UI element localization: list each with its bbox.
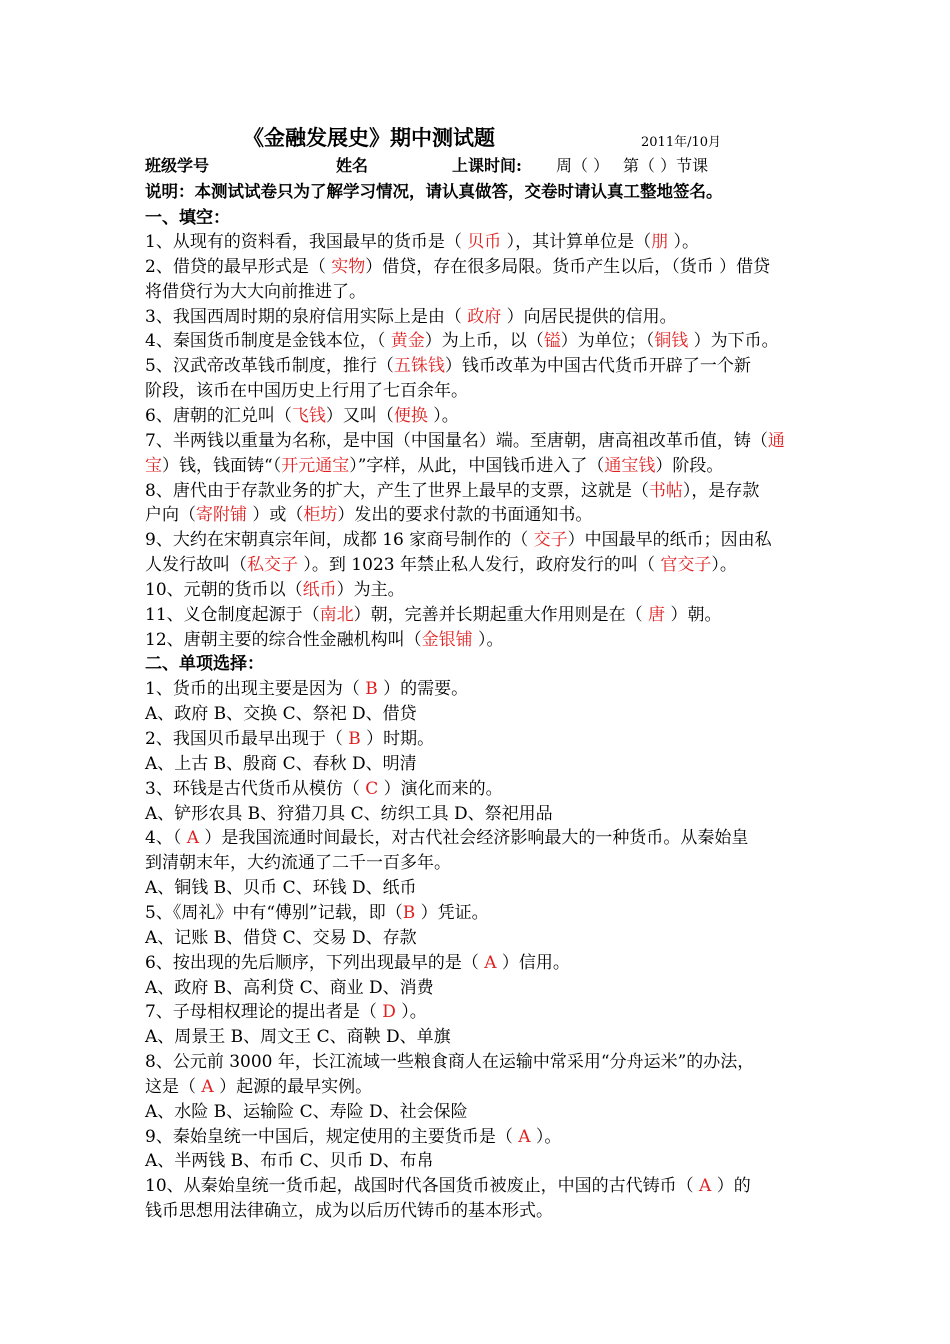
text-line xyxy=(145,699,417,724)
line-text: A、政府 B、交换 C、祭祀 D、借贷 xyxy=(145,704,417,725)
text-line xyxy=(145,724,434,749)
line-text: 将借贷行为大大向前推进了。 xyxy=(145,281,366,302)
line-text: 这是（ xyxy=(145,1076,202,1097)
text-line xyxy=(145,476,759,501)
answer-text: 通 xyxy=(767,430,785,451)
line-text: ）借贷，存在很多局限。货币产生以后，（货币 ）借贷 xyxy=(365,256,771,277)
line-text: 10、从秦始皇统一货币起，战国时代各国货币被废止，中国的古代铸币（ xyxy=(145,1176,700,1197)
text-line xyxy=(145,774,503,799)
text-line xyxy=(145,326,779,351)
answer-text: 书帖 xyxy=(648,480,683,501)
answer-text: 纸币 xyxy=(302,579,337,600)
line-text: ）。 xyxy=(395,1002,427,1023)
answer-text: 金银铺 xyxy=(421,629,473,650)
class-label: 班级学号 xyxy=(145,156,210,175)
line-text: ）。 xyxy=(472,629,504,650)
text-line xyxy=(145,674,468,699)
name-label: 姓名 xyxy=(336,156,369,175)
answer-text: 实物 xyxy=(331,256,366,277)
text-line xyxy=(145,923,417,948)
text-line xyxy=(145,997,427,1022)
line-text: ）阶段。 xyxy=(655,455,724,476)
line-text: ）。 xyxy=(530,1126,562,1147)
answer-text: A xyxy=(484,952,497,973)
text-line xyxy=(145,1022,451,1047)
line-text: ）。 xyxy=(427,405,459,426)
line-text: ）朝，完善并长期起重大作用则是在（ xyxy=(353,604,649,625)
section-field: 第（ ）节课 xyxy=(623,156,709,175)
line-text: ）。到 1023 年禁止私人发行，政府发行的叫（ xyxy=(298,555,661,576)
line-text: 钱币思想用法律确立，成为以后历代铸币的基本形式。 xyxy=(145,1201,553,1222)
line-text: 12、唐朝主要的综合性金融机构叫（ xyxy=(145,629,422,650)
line-text: ）中国最早的纸币；因由私 xyxy=(567,530,772,551)
answer-text: A xyxy=(518,1126,531,1147)
text-line xyxy=(145,948,570,973)
answer-text: 唐 xyxy=(648,604,666,625)
line-text: 8、公元前 3000 年，长江流域一些粮食商人在运输中常采用“分舟运米”的办法， xyxy=(145,1052,755,1073)
line-text: A、记账 B、借贷 C、交易 D、存款 xyxy=(145,927,417,948)
line-text: 2、借贷的最早形式是（ xyxy=(145,256,332,277)
line-text: 1、货币的出现主要是因为（ xyxy=(145,679,366,700)
answer-text: A xyxy=(201,1076,214,1097)
line-text: 8、唐代由于存款业务的扩大，产生了世界上最早的支票，这就是（ xyxy=(145,480,649,501)
line-text: ）是我国流通时间最长，对古代社会经济影响最大的一种货币。从秦始皇 xyxy=(199,828,749,849)
line-text: 10、元朝的货币以（ xyxy=(145,579,303,600)
text-line xyxy=(145,1072,372,1097)
text-line xyxy=(145,873,417,898)
answer-text: 南北 xyxy=(319,604,354,625)
text-line xyxy=(145,500,592,525)
answer-text: 飞钱 xyxy=(291,405,326,426)
line-text: 3、我国西周时期的泉府信用实际上是由（ xyxy=(145,306,468,327)
line-text: 3、环钱是古代货币从模仿（ xyxy=(145,778,366,799)
section-heading-fill: 一、填空： xyxy=(145,208,230,228)
answer-text: 朋 xyxy=(651,232,669,252)
text-line xyxy=(145,252,770,277)
line-text: ）凭证。 xyxy=(415,902,489,923)
text-line xyxy=(145,376,468,401)
answer-text: 交子 xyxy=(533,530,568,551)
answer-text: 开元通宝 xyxy=(281,455,350,476)
text-line xyxy=(145,277,366,302)
text-line xyxy=(145,848,451,873)
text-line xyxy=(145,227,699,252)
line-text: 9、大约在宋朝真宗年间，成都 16 家商号制作的（ xyxy=(145,530,534,551)
line-text: 阶段，该币在中国历史上行用了七百余年。 xyxy=(145,381,468,402)
text-line xyxy=(145,1097,468,1122)
answer-text: 贝币 xyxy=(467,232,502,252)
text-line xyxy=(145,749,417,774)
text-line xyxy=(145,451,723,476)
text-line xyxy=(145,401,459,426)
line-text: 5、《周礼》中有“傅别”记载，即（ xyxy=(145,902,403,923)
text-line xyxy=(145,302,677,327)
line-text: A、铲形农具 B、狩猎刀具 C、纺织工具 D、祭祀用品 xyxy=(145,803,553,824)
instructions: 说明：本测试试卷只为了解学习情况，请认真做答，交卷时请认真工整地签名。 xyxy=(145,182,723,201)
line-text: ）或（ xyxy=(247,505,304,526)
line-text: 7、半两钱以重量为名称，是中国（中国量名）端。至唐朝，唐高祖改革币值，铸（ xyxy=(145,430,768,451)
line-text: 4、（ xyxy=(145,828,187,849)
answer-text: B xyxy=(365,679,378,700)
line-text: A、水险 B、运输险 C、寿险 D、社会保险 xyxy=(145,1101,468,1122)
text-line xyxy=(145,1171,751,1196)
line-text: ）钱币改革为中国古代货币开辟了一个新 xyxy=(444,356,751,377)
line-text: ）。 xyxy=(711,555,737,576)
answer-text: 宝 xyxy=(145,455,162,476)
text-line xyxy=(145,426,785,451)
answer-text: 私交子 xyxy=(247,555,298,576)
page-title: 《金融发展史》期中测试题 xyxy=(243,125,495,150)
line-text: 二、单项选择： xyxy=(145,654,264,675)
line-text: 7、子母相权理论的提出者是（ xyxy=(145,1002,383,1023)
line-text: ）为单位；（ xyxy=(560,331,655,352)
line-text: ）起源的最早实例。 xyxy=(213,1076,373,1097)
line-text: A、周景王 B、周文王 C、商鞅 D、单旗 xyxy=(145,1027,451,1048)
line-text: 9、秦始皇统一中国后，规定使用的主要货币是（ xyxy=(145,1126,519,1147)
answer-text: D xyxy=(382,1002,396,1023)
answer-text: 五铢钱 xyxy=(393,356,445,377)
answer-text: 黄金 xyxy=(390,331,425,352)
text-line xyxy=(145,351,751,376)
line-text: ）信用。 xyxy=(496,952,570,973)
text-line xyxy=(145,1146,434,1171)
line-text: ）的 xyxy=(711,1176,751,1197)
answer-text: A xyxy=(186,828,200,849)
line-text: 5、汉武帝改革钱币制度，推行（ xyxy=(145,356,394,377)
line-text: 户向（ xyxy=(145,505,196,526)
text-line xyxy=(145,525,772,550)
line-text: ）的需要。 xyxy=(377,679,469,700)
line-text: ）又叫（ xyxy=(325,405,394,426)
time-label: 上课时间: xyxy=(452,156,522,175)
line-text: 11、义仓制度起源于（ xyxy=(145,604,320,625)
answer-text: 政府 xyxy=(467,306,502,327)
line-text: 到清朝末年，大约流通了二千一百多年。 xyxy=(145,853,451,874)
text-line xyxy=(145,898,489,923)
line-text: A、铜钱 B、贝币 C、环钱 D、纸币 xyxy=(145,878,417,899)
line-text: ）为主。 xyxy=(336,579,405,600)
line-text: 2、我国贝币最早出现于（ xyxy=(145,729,349,749)
text-line xyxy=(145,1047,754,1072)
line-text: ）为下币。 xyxy=(688,331,779,352)
week-field: 周（ ） xyxy=(556,156,610,175)
line-text: ）朝。 xyxy=(665,604,722,625)
answer-text: 通宝钱 xyxy=(604,455,656,476)
text-line xyxy=(145,799,553,824)
exam-date: 2011年/10月 xyxy=(641,135,722,150)
line-text: 4、秦国货币制度是金钱本位，（ xyxy=(145,331,391,352)
text-line xyxy=(145,550,737,575)
line-text: 6、按出现的先后顺序，下列出现最早的是（ xyxy=(145,952,485,973)
text-line xyxy=(145,649,264,674)
answer-text: B xyxy=(348,729,361,749)
line-text: ）为上币，以（ xyxy=(424,331,544,352)
answer-text: 官交子 xyxy=(660,555,712,576)
text-line xyxy=(145,625,504,650)
line-text: ）发出的要求付款的书面通知书。 xyxy=(337,505,593,526)
answer-text: 镒 xyxy=(543,331,561,352)
answer-text: 便换 xyxy=(393,405,428,426)
text-line xyxy=(145,600,721,625)
line-text: ），是存款 xyxy=(682,480,760,501)
line-text: A、半两钱 B、布币 C、贝币 D、布帛 xyxy=(145,1151,434,1172)
line-text: 人发行故叫（ xyxy=(145,555,247,576)
line-text: 6、唐朝的汇兑叫（ xyxy=(145,405,292,426)
answer-text: 铜钱 xyxy=(654,331,689,352)
text-line xyxy=(145,973,434,998)
answer-text: A xyxy=(699,1176,712,1197)
answer-text: B xyxy=(402,902,416,923)
answer-text: C xyxy=(365,778,379,799)
line-text: ）。 xyxy=(668,232,700,252)
line-text: ）向居民提供的信用。 xyxy=(501,306,677,327)
answer-text: 柜坊 xyxy=(303,505,338,526)
line-text: A、上古 B、殷商 C、春秋 D、明清 xyxy=(145,753,417,774)
line-text: ）钱，钱面铸“（ xyxy=(162,455,282,476)
text-line xyxy=(145,575,405,600)
line-text: A、政府 B、高利贷 C、商业 D、消费 xyxy=(145,977,434,998)
text-line xyxy=(145,1196,553,1221)
line-text: ）演化而来的。 xyxy=(378,778,503,799)
line-text: ）”字样，从此，中国钱币进入了（ xyxy=(349,455,605,476)
text-line xyxy=(145,1122,561,1147)
text-line xyxy=(145,823,748,848)
line-text: ），其计算单位是（ xyxy=(501,232,652,252)
line-text: ）时期。 xyxy=(360,729,435,749)
answer-text: 寄附铺 xyxy=(196,505,247,526)
line-text: 1、从现有的资料看，我国最早的货币是（ xyxy=(145,232,468,252)
